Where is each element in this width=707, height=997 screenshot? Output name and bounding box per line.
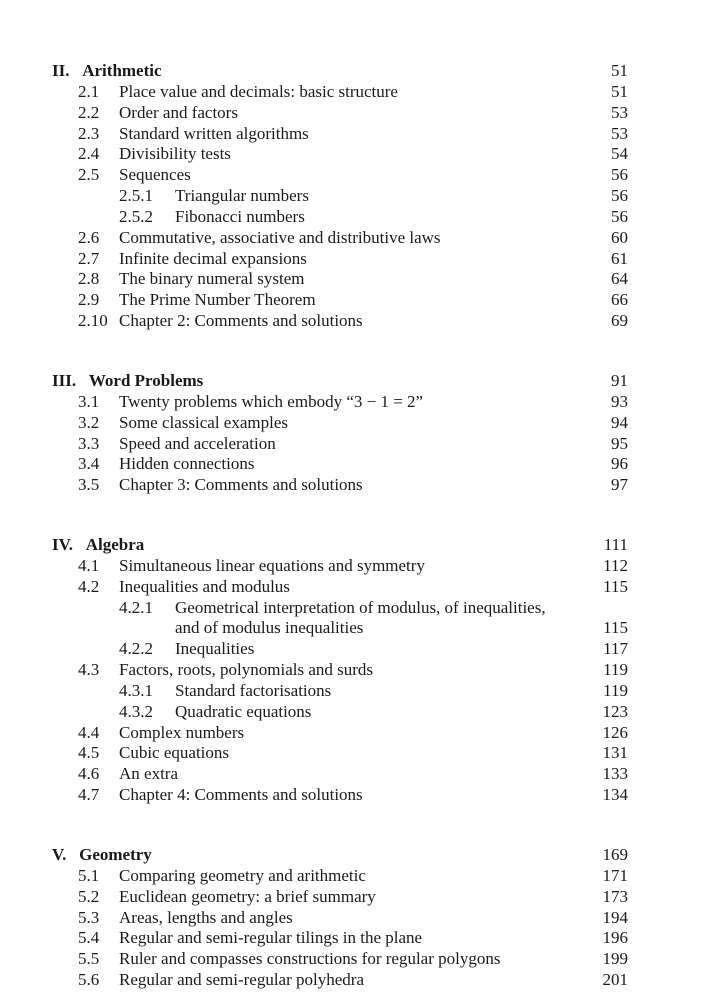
chapter-number	[52, 535, 144, 556]
section-number: 2.5.1	[119, 186, 153, 206]
section-page-number: 126	[602, 722, 628, 742]
section-page-number: 201	[602, 970, 628, 990]
section-number: 2.5.2	[119, 206, 153, 226]
section-title: Euclidean geometry: a brief summary	[119, 886, 376, 906]
section-number: 4.1	[78, 555, 100, 575]
chapter-heading[interactable]	[0, 535, 707, 556]
section-page-number: 112	[603, 555, 628, 575]
toc-entry[interactable]	[0, 186, 707, 207]
section-title: The binary numeral system	[119, 269, 305, 289]
section-title: Sequences	[119, 165, 191, 185]
section-number: 4.2	[78, 576, 100, 596]
toc-chapter-group	[0, 535, 707, 806]
toc-entry[interactable]	[0, 887, 707, 908]
section-title: Cubic equations	[119, 743, 230, 763]
section-page-number: 194	[602, 907, 628, 927]
section-number: 5.2	[78, 886, 100, 906]
section-number: 3.1	[78, 391, 100, 411]
section-title: Quadratic equations	[175, 701, 312, 721]
chapter-title: Arithmetic	[82, 61, 162, 80]
toc-entry[interactable]	[0, 413, 707, 434]
toc-entry[interactable]	[0, 681, 707, 702]
toc-entry[interactable]	[0, 475, 707, 496]
section-page-number: 131	[602, 743, 628, 763]
section-title: Regular and semi-regular tilings in the plane	[119, 928, 423, 948]
chapter-page-number: 91	[611, 370, 628, 390]
section-number: 4.2.2	[119, 639, 153, 659]
toc-entry[interactable]	[0, 785, 707, 806]
section-page-number: 53	[611, 102, 628, 122]
section-number: 2.7	[78, 248, 100, 268]
section-number: 4.3.2	[119, 701, 153, 721]
chapter-page-number: 169	[602, 845, 628, 864]
section-page-number: 69	[611, 311, 628, 331]
section-number: 2.9	[78, 290, 100, 310]
section-page-number: 56	[611, 206, 628, 226]
section-title: Divisibility tests	[119, 144, 231, 164]
toc-entry[interactable]	[0, 743, 707, 764]
section-number: 4.3.1	[119, 680, 153, 700]
section-page-number: 96	[611, 454, 628, 474]
section-page-number: 60	[611, 227, 628, 247]
section-title: Triangular numbers	[175, 186, 309, 206]
section-title: Regular and semi-regular polyhedra	[119, 970, 364, 990]
toc-entry[interactable]	[0, 866, 707, 887]
section-page-number: 93	[611, 391, 628, 411]
section-page-number: 199	[602, 949, 628, 969]
toc-entry[interactable]	[0, 392, 707, 413]
toc-entry[interactable]	[0, 908, 707, 929]
section-number: 4.2.1	[119, 597, 153, 617]
section-title: An extra	[119, 764, 179, 784]
section-number: 5.6	[78, 970, 100, 990]
section-title: Areas, lengths and angles	[119, 907, 293, 927]
chapter-number-text: III.	[52, 370, 77, 390]
section-number: 2.8	[78, 269, 100, 289]
toc-entry[interactable]	[0, 144, 707, 165]
toc-entry[interactable]	[0, 249, 707, 270]
chapter-number	[52, 845, 152, 866]
toc-entry[interactable]	[0, 928, 707, 949]
section-page-number: 61	[611, 248, 628, 268]
section-page-number: 56	[611, 186, 628, 206]
section-page-number: 134	[602, 785, 628, 805]
section-page-number: 123	[602, 701, 628, 721]
chapter-number	[52, 371, 203, 392]
section-number: 4.5	[78, 743, 100, 763]
chapter-heading[interactable]	[0, 61, 707, 82]
toc-entry[interactable]	[0, 949, 707, 970]
toc-entry[interactable]	[0, 556, 707, 577]
toc-entry[interactable]	[0, 970, 707, 991]
section-number: 5.5	[78, 949, 100, 969]
section-number: 4.3	[78, 660, 100, 680]
section-title: Simultaneous linear equations and symmetry	[119, 555, 425, 575]
section-title: Inequalities and modulus	[119, 576, 290, 596]
section-page-number: 115	[603, 618, 628, 638]
toc-entry[interactable]	[0, 228, 707, 249]
toc-entry[interactable]	[0, 311, 707, 332]
section-page-number: 171	[602, 865, 628, 885]
section-title: Standard factorisations	[175, 680, 332, 700]
section-page-number: 119	[603, 660, 628, 680]
section-page-number: 117	[603, 639, 628, 659]
chapter-title: Geometry	[79, 845, 152, 864]
section-number: 5.1	[78, 865, 100, 885]
toc-entry[interactable]	[0, 639, 707, 660]
section-title: Place value and decimals: basic structure	[119, 81, 398, 101]
toc-entry[interactable]	[0, 723, 707, 744]
section-title: Geometrical interpretation of modulus, of inequalities,	[175, 597, 546, 617]
section-page-number: 173	[602, 886, 628, 906]
section-number: 2.6	[78, 227, 100, 247]
section-number: 2.2	[78, 102, 100, 122]
toc-entry[interactable]	[0, 103, 707, 124]
section-title: Speed and acceleration	[119, 433, 276, 453]
section-title: Standard written algorithms	[119, 123, 309, 143]
toc-entry[interactable]	[0, 82, 707, 103]
section-page-number: 119	[603, 680, 628, 700]
section-page-number: 53	[611, 123, 628, 143]
toc-entry[interactable]	[0, 124, 707, 145]
toc-entry[interactable]	[0, 618, 707, 639]
toc-entry[interactable]	[0, 207, 707, 228]
section-number: 2.10	[78, 311, 108, 331]
toc-entry[interactable]	[0, 660, 707, 681]
section-number: 2.5	[78, 165, 100, 185]
section-page-number: 97	[611, 475, 628, 495]
chapter-page-number: 51	[611, 61, 628, 80]
section-number: 3.3	[78, 433, 100, 453]
chapter-heading[interactable]	[0, 845, 707, 866]
section-number: 2.3	[78, 123, 100, 143]
section-number: 3.5	[78, 475, 100, 495]
section-title: and of modulus inequalities	[175, 618, 364, 638]
section-page-number: 133	[602, 764, 628, 784]
section-title: Commutative, associative and distributive laws	[119, 227, 441, 247]
section-title: Chapter 3: Comments and solutions	[119, 475, 363, 495]
toc-entry[interactable]	[0, 454, 707, 475]
section-number: 3.2	[78, 412, 100, 432]
section-title: Complex numbers	[119, 722, 245, 742]
section-number: 2.1	[78, 81, 100, 101]
section-title: Chapter 4: Comments and solutions	[119, 785, 363, 805]
section-title: Fibonacci numbers	[175, 206, 305, 226]
chapter-page-number: 111	[603, 535, 628, 555]
toc-chapter-group	[0, 371, 707, 496]
section-title: Ruler and compasses constructions for regular polygons	[119, 949, 501, 969]
chapter-title: Word Problems	[88, 370, 204, 390]
toc-entry[interactable]	[0, 764, 707, 785]
section-page-number: 51	[611, 81, 628, 101]
table-of-contents	[0, 61, 707, 991]
section-number: 4.4	[78, 722, 100, 742]
toc-entry[interactable]	[0, 269, 707, 290]
chapter-title: Algebra	[85, 535, 145, 555]
section-number: 2.4	[78, 144, 100, 164]
toc-chapter-group	[0, 61, 707, 332]
chapter-number-text: V.	[52, 845, 67, 864]
section-title: Inequalities	[175, 639, 255, 659]
toc-chapter-group	[0, 845, 707, 991]
toc-entry[interactable]	[0, 434, 707, 455]
section-title: Hidden connections	[119, 454, 255, 474]
section-title: Order and factors	[119, 102, 238, 122]
section-title: Comparing geometry and arithmetic	[119, 865, 366, 885]
section-page-number: 56	[611, 165, 628, 185]
chapter-heading[interactable]	[0, 371, 707, 392]
section-page-number: 95	[611, 433, 628, 453]
toc-entry[interactable]	[0, 165, 707, 186]
section-number: 4.6	[78, 764, 100, 784]
section-number: 4.7	[78, 785, 100, 805]
section-page-number: 94	[611, 412, 628, 432]
section-page-number: 66	[611, 290, 628, 310]
section-title: The Prime Number Theorem	[119, 290, 316, 310]
section-title: Twenty problems which embody “3 − 1 = 2”	[119, 391, 424, 411]
chapter-number-text: IV.	[52, 535, 73, 555]
section-title: Infinite decimal expansions	[119, 248, 307, 268]
section-number: 5.3	[78, 907, 100, 927]
section-number: 5.4	[78, 928, 100, 948]
section-page-number: 115	[603, 576, 628, 596]
toc-entry[interactable]	[0, 598, 707, 619]
toc-entry[interactable]	[0, 290, 707, 311]
chapter-number	[52, 61, 162, 82]
section-title: Chapter 2: Comments and solutions	[119, 311, 363, 331]
section-number: 3.4	[78, 454, 100, 474]
chapter-number-text: II.	[52, 61, 70, 80]
section-page-number: 196	[602, 928, 628, 948]
section-page-number: 64	[611, 269, 628, 289]
section-page-number: 54	[611, 144, 628, 164]
toc-entry[interactable]	[0, 702, 707, 723]
section-title: Some classical examples	[119, 412, 289, 432]
toc-entry[interactable]	[0, 577, 707, 598]
section-title: Factors, roots, polynomials and surds	[119, 660, 374, 680]
